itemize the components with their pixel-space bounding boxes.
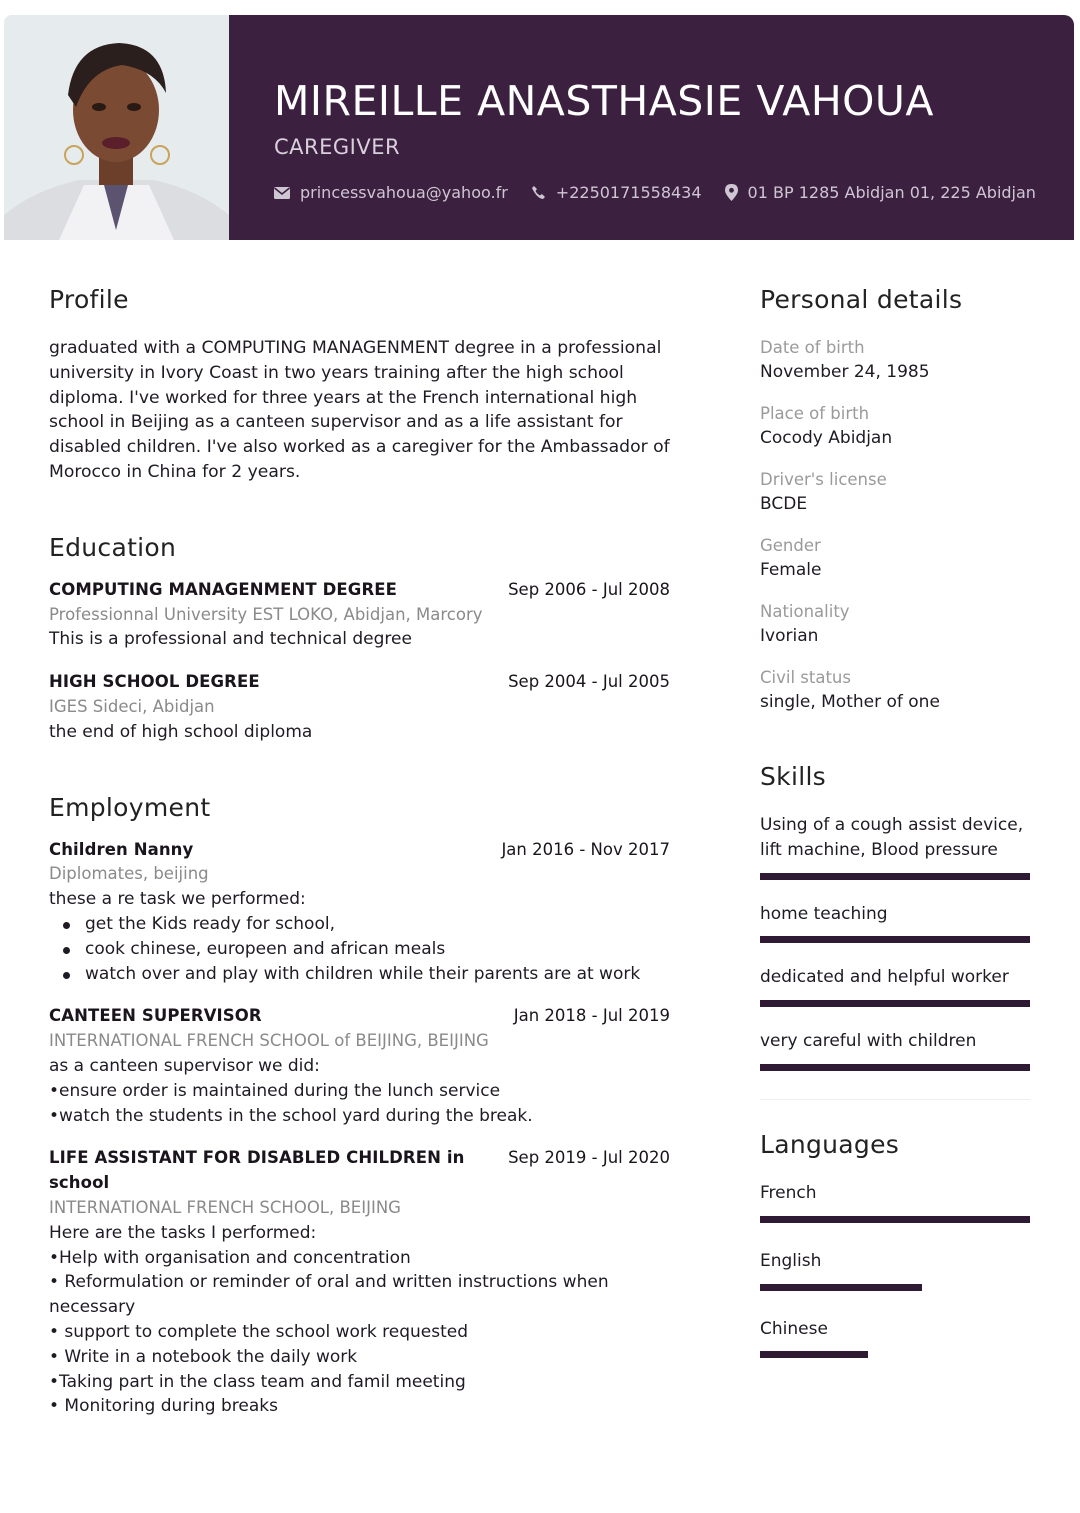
list-item: watch over and play with children while their parents are at work [63, 962, 674, 987]
skills-heading: Skills [760, 762, 827, 791]
detail-gender [760, 534, 1035, 582]
entry-line: • Monitoring during breaks [49, 1396, 278, 1417]
entry-description: This is a professional and technical degree [49, 629, 412, 650]
entry-line: • Write in a notebook the daily work [49, 1346, 358, 1367]
skill-name: home teaching [760, 903, 888, 924]
contact-address [725, 183, 1036, 202]
entry-line: •Help with organisation and concentration [49, 1247, 411, 1268]
phone-icon [531, 185, 546, 200]
detail-value: November 24, 1985 [760, 362, 930, 382]
detail-value: Cocody Abidjan [760, 428, 893, 448]
entry-employer: Diplomates, beijing [49, 864, 209, 884]
profile-summary: graduated with a COMPUTING MANAGENMENT degree in a professional university in Ivory Coast in two years training after the high school diploma. I've worked for three years at the French international high school in Beijing as a canteen supervisor and as a life assistant for disabled children. I've also worked as a caregiver for the Ambassador of Morocco in China for 2 years. [49, 338, 670, 482]
skill-level-bar [760, 936, 1030, 943]
profile-photo [4, 15, 229, 240]
entry-line: • Reformulation or reminder of oral and written instructions when necessary [49, 1272, 609, 1318]
entry-title: Children Nanny [49, 839, 194, 859]
detail-label: Civil status [760, 668, 851, 687]
entry-description: the end of high school diploma [49, 721, 313, 742]
language-name: French [760, 1182, 817, 1203]
header-banner [229, 15, 1074, 240]
entry-title: HIGH SCHOOL DEGREE [49, 672, 260, 692]
language-item [760, 1249, 1035, 1291]
entry-institution: Professionnal University EST LOKO, Abidjan, Marcory [49, 604, 483, 624]
email-text: princessvahoua@yahoo.fr [300, 183, 508, 202]
divider [760, 1099, 1030, 1100]
detail-label: Date of birth [760, 338, 865, 357]
skill-name: Using of a cough assist device, lift machine, Blood pressure [760, 815, 1024, 860]
skill-level-bar [760, 1000, 1030, 1007]
languages-section [760, 1130, 1035, 1358]
entry-title: LIFE ASSISTANT FOR DISABLED CHILDREN in school [49, 1148, 465, 1193]
language-level-bar [760, 1284, 922, 1291]
sidebar-column [760, 285, 1035, 1358]
education-heading: Education [49, 532, 177, 562]
entry-employer: INTERNATIONAL FRENCH SCHOOL of BEIJING, BEIJING [49, 1031, 489, 1051]
candidate-name: MIREILLE ANASTHASIE VAHOUA [274, 77, 934, 125]
detail-value: BCDE [760, 494, 808, 514]
language-item [760, 1317, 1035, 1359]
entry-line: Here are the tasks I performed: [49, 1222, 317, 1243]
phone-text: +2250171558434 [555, 183, 702, 202]
detail-label: Gender [760, 536, 821, 555]
skills-section [760, 762, 1035, 1100]
resume-header [4, 15, 1074, 240]
skill-level-bar [760, 1064, 1030, 1071]
employment-heading: Employment [49, 792, 211, 822]
language-name: Chinese [760, 1318, 828, 1339]
profile-heading: Profile [49, 285, 129, 314]
skill-item [760, 902, 1035, 944]
entry-line: •Taking part in the class team and famil meeting [49, 1371, 466, 1392]
list-item: get the Kids ready for school, [63, 912, 674, 937]
contact-info [274, 183, 1059, 202]
entry-date: Sep 2019 - Jul 2020 [508, 1148, 670, 1168]
detail-label: Driver's license [760, 470, 887, 489]
entry-date: Jan 2016 - Nov 2017 [501, 839, 670, 859]
entry-line: • support to complete the school work requested [49, 1321, 469, 1342]
job-entry [49, 1004, 674, 1128]
detail-civil-status [760, 666, 1035, 714]
skill-name: very careful with children [760, 1031, 977, 1052]
employment-section [49, 793, 674, 1420]
entry-institution: IGES Sideci, Abidjan [49, 696, 215, 716]
detail-label: Place of birth [760, 404, 870, 423]
skill-item [760, 965, 1035, 1007]
main-column [49, 285, 674, 1419]
detail-nationality [760, 600, 1035, 648]
detail-label: Nationality [760, 602, 850, 621]
skill-name: dedicated and helpful worker [760, 967, 1009, 988]
entry-intro: these a re task we performed: [49, 889, 306, 910]
skill-item [760, 1029, 1035, 1071]
job-entry [49, 838, 674, 987]
contact-phone[interactable] [531, 183, 702, 202]
entry-line: •watch the students in the school yard during the break. [49, 1105, 533, 1126]
entry-date: Sep 2006 - Jul 2008 [508, 579, 670, 599]
entry-date: Jan 2018 - Jul 2019 [513, 1006, 670, 1026]
skill-item [760, 813, 1035, 880]
language-name: English [760, 1250, 822, 1271]
detail-date-of-birth [760, 336, 1035, 384]
task-list [49, 912, 674, 986]
entry-line: as a canteen supervisor we did: [49, 1055, 320, 1076]
languages-heading: Languages [760, 1129, 900, 1159]
entry-title: CANTEEN SUPERVISOR [49, 1006, 262, 1026]
language-level-bar [760, 1216, 1030, 1223]
personal-details-heading: Personal details [760, 285, 963, 314]
envelope-icon [274, 187, 290, 199]
detail-value: single, Mother of one [760, 692, 940, 712]
entry-employer: INTERNATIONAL FRENCH SCHOOL, BEIJING [49, 1197, 401, 1217]
entry-date: Sep 2004 - Jul 2005 [508, 672, 670, 692]
detail-value: Ivorian [760, 626, 819, 646]
address-text: 01 BP 1285 Abidjan 01, 225 Abidjan [747, 183, 1036, 202]
education-entry [49, 670, 674, 744]
language-item [760, 1181, 1035, 1223]
detail-value: Female [760, 560, 822, 580]
detail-drivers-license [760, 468, 1035, 516]
contact-email[interactable] [274, 183, 508, 202]
entry-line: •ensure order is maintained during the lunch service [49, 1080, 501, 1101]
job-title: CAREGIVER [274, 135, 401, 159]
detail-place-of-birth [760, 402, 1035, 450]
location-pin-icon [725, 184, 738, 201]
education-entry [49, 578, 674, 652]
list-item: cook chinese, europeen and african meals [63, 937, 674, 962]
skill-level-bar [760, 873, 1030, 880]
job-entry [49, 1146, 674, 1419]
entry-title: COMPUTING MANAGENMENT DEGREE [49, 579, 397, 599]
language-level-bar [760, 1351, 868, 1358]
education-section [49, 533, 674, 745]
